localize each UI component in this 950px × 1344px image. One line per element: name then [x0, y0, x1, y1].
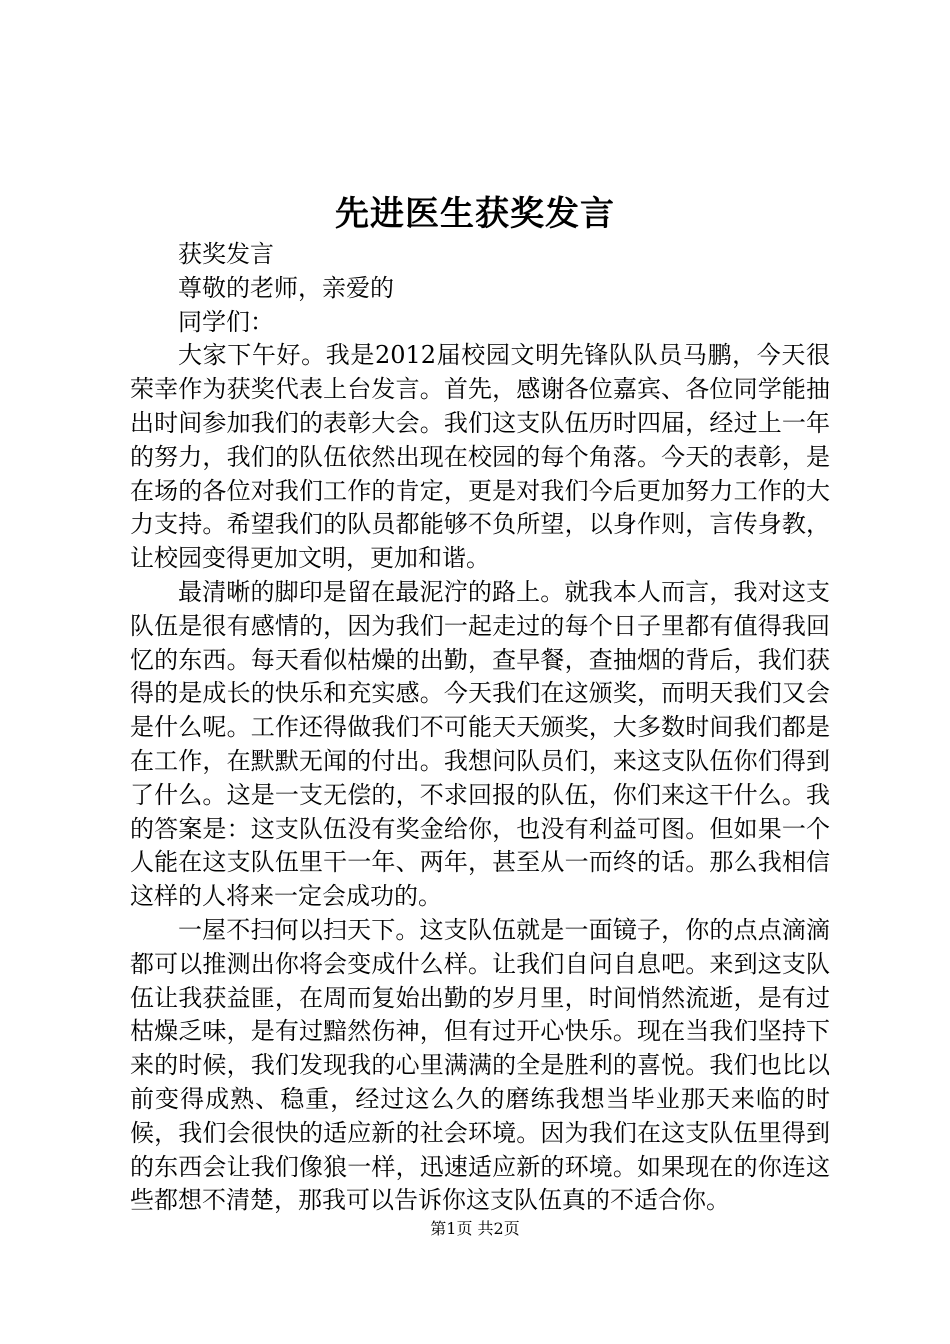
document-body	[130, 238, 830, 1218]
paragraph-salutation: 尊敬的老师，亲爱的	[178, 273, 394, 302]
paragraph-heading: 获奖发言	[178, 240, 274, 268]
paragraph-1: 大家下午好。我是2012届校园文明先锋队队员马鹏，今天很荣幸作为获奖代表上台发言。首先，感谢各位嘉宾、各位同学能抽出时间参加我们的表彰大会。我们这支队伍历时四届，经过上一年的努力，我们的队伍依然出现在校园的每个角落。今天的表彰，是在场的各位对我们工作的肯定，更是对我们今后更加努力工作的大力支持。希望我们的队员都能够不负所望，以身作则，言传身教，让校园变得更加文明，更加和谐。	[130, 341, 830, 573]
paragraph-salutation-continued: 同学们：	[178, 307, 274, 336]
paragraph-2: 最清晰的脚印是留在最泥泞的路上。就我本人而言，我对这支队伍是很有感情的，因为我们一起走过的每个日子里都有值得我回忆的东西。每天看似枯燥的出勤，查早餐，查抽烟的背后，我们获得的是成长的快乐和充实感。今天我们在这颁奖，而明天我们又会是什么呢。工作还得做我们不可能天天颁奖，大多数时间我们都是在工作，在默默无闻的付出。我想问队员们，来这支队伍你们得到了什么。这是一支无偿的，不求回报的队伍，你们来这干什么。我的答案是：这支队伍没有奖金给你，也没有利益可图。但如果一个人能在这支队伍里干一年、两年，甚至从一而终的话。那么我相信这样的人将来一定会成功的。	[130, 577, 830, 911]
document-title: 先进医生获奖发言	[335, 194, 615, 234]
page-footer: 第1页 共2页	[430, 1219, 520, 1238]
paragraph-3: 一屋不扫何以扫天下。这支队伍就是一面镜子，你的点点滴滴都可以推测出你将会变成什么样。让我们自问自息吧。来到这支队伍让我获益匪，在周而复始出勤的岁月里，时间悄然流逝，是有过枯燥乏味，是有过黯然伤神，但有过开心快乐。现在当我们坚持下来的时候，我们发现我的心里满满的全是胜利的喜悦。我们也比以前变得成熟、稳重，经过这么久的磨练我想当毕业那天来临的时候，我们会很快的适应新的社会环境。因为我们在这支队伍里得到的东西会让我们像狼一样，迅速适应新的环境。如果现在的你连这些都想不清楚，那我可以告诉你这支队伍真的不适合你。	[130, 915, 830, 1215]
